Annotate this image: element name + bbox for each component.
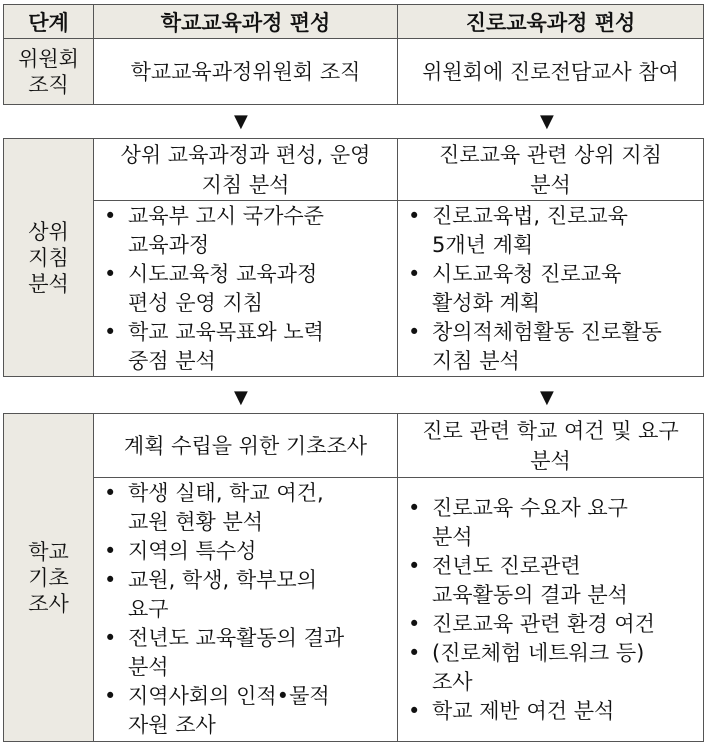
item-line: 분석 [128,655,169,679]
list-item [94,624,397,682]
stage-line: 학교 [28,539,69,564]
survey-items-row [4,478,704,742]
item-line: • 학교 교육목표와 노력 [128,319,324,344]
stage-line: 기초 [28,565,69,590]
school-survey-list [94,479,397,740]
header-row [4,5,704,39]
down-arrow-icon: ▼ [234,387,248,408]
stage-line: 조직 [28,72,69,97]
item-line: 교육활동의 결과 분석 [432,582,628,607]
career-survey-list [398,494,703,726]
school-guidelines-list [94,202,397,376]
list-item [398,552,703,610]
item-line: • 진로교육 관련 환경 여건 [432,611,655,636]
item-line: • 창의적체험활동 진로활동 [432,319,662,344]
section-committee-table [3,4,704,105]
item-line: • 지역의 특수성 [128,539,257,563]
item-line: 교원 현황 분석 [128,510,264,534]
guidelines-items-row [4,201,704,377]
down-arrow-icon: ▼ [234,111,248,132]
stage-committee [4,39,94,105]
item-line: • 시도교육청 교육과정 [128,261,318,286]
header-school-curriculum: 학교교육과정 편성 [94,5,398,39]
header-career-curriculum: 진로교육과정 편성 [398,5,704,39]
item-line: 중점 분석 [128,348,216,373]
item-line: 분석 [432,524,473,549]
list-item [398,202,703,260]
list-item [398,639,703,697]
item-line: • (진로체험 네트워크 등) [432,640,645,665]
list-item [94,537,397,566]
item-line: 요구 [128,597,169,621]
list-item [398,697,703,726]
item-line: 편성 운영 지침 [128,290,264,315]
title-line: 지침 분석 [201,172,290,197]
career-survey-title [398,414,704,478]
header-stage: 단계 [4,5,94,39]
item-line: 5개년 계획 [432,232,534,257]
item-line: • 전년도 교육활동의 결과 [128,626,345,650]
stage-guidelines [4,139,94,377]
title-line: 분석 [530,448,571,473]
school-survey-list-cell [94,478,398,742]
career-committee-cell: 위원회에 진로전담교사 참여 [398,39,704,105]
item-line: • 학생 실태, 학교 여건, [128,481,324,505]
list-item [398,610,703,639]
stage-line: 조사 [28,591,69,616]
title-line: 분석 [530,172,571,197]
survey-title-row [4,414,704,478]
school-guidelines-title [94,139,398,201]
stage-survey [4,414,94,742]
item-line: • 진로교육 수요자 요구 [432,495,628,520]
stage-line: 위원회 [18,46,79,71]
title-line: 상위 교육과정과 편성, 운영 [120,142,371,167]
title-line: 진로교육 관련 상위 지침 [439,142,662,167]
item-line: • 학교 제반 여건 분석 [432,698,615,723]
guidelines-title-row [4,139,704,201]
list-item [94,682,397,740]
section-survey-table [3,413,704,742]
item-line: 활성화 계획 [432,290,541,315]
list-item [398,494,703,552]
item-line: 자원 조사 [128,713,216,737]
list-item [94,260,397,318]
item-line: 교육과정 [128,232,210,257]
down-arrow-icon: ▼ [540,111,554,132]
item-line: • 교원, 학생, 학부모의 [128,568,317,592]
item-line: • 진로교육법, 진로교육 [432,203,628,228]
committee-row [4,39,704,105]
item-line: 조사 [432,669,473,694]
career-guidelines-list [398,202,703,376]
item-line: • 시도교육청 진로교육 [432,261,622,286]
stage-line: 분석 [28,271,69,296]
item-line: • 지역사회의 인적•물적 [128,684,330,708]
list-item [94,318,397,376]
career-survey-list-cell [398,478,704,742]
school-survey-title [94,414,398,478]
career-guidelines-list-cell [398,201,704,377]
down-arrow-icon: ▼ [540,387,554,408]
list-item [94,566,397,624]
stage-line: 상위 [28,219,69,244]
title-line: 계획 수립을 위한 기초조사 [123,433,368,458]
school-guidelines-list-cell [94,201,398,377]
career-guidelines-title [398,139,704,201]
item-line: • 전년도 진로관련 [432,553,581,578]
school-committee-cell: 학교교육과정위원회 조직 [94,39,398,105]
list-item [398,260,703,318]
list-item [94,479,397,537]
list-item [94,202,397,260]
item-line: 지침 분석 [432,348,520,373]
list-item [398,318,703,376]
stage-line: 지침 [28,245,69,270]
section-guidelines-table [3,138,704,377]
title-line: 진로 관련 학교 여건 및 요구 [422,418,679,443]
item-line: • 교육부 고시 국가수준 [128,203,324,228]
